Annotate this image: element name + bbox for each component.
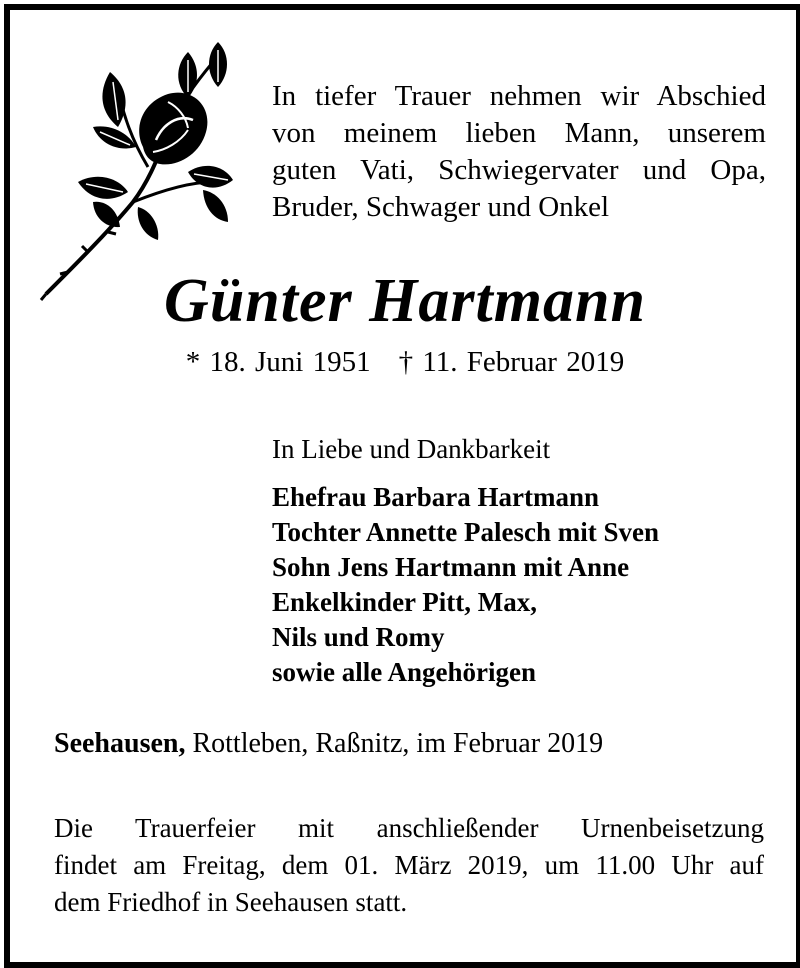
intro-line: Bruder, Schwager und Onkel [272, 191, 610, 223]
place-date-line [54, 728, 603, 760]
service-line: Die Trauerfeier mit anschließender Urnenbeisetzung [54, 813, 764, 843]
life-dates [10, 346, 800, 379]
place-town: Seehausen, [54, 728, 186, 759]
intro-line: guten Vati, Schwiegervater und Opa, [272, 154, 766, 186]
mourner-line: Sohn Jens Hartmann mit Anne [272, 552, 630, 582]
intro-line: In tiefer Trauer nehmen wir Abschied [272, 80, 766, 112]
service-text [54, 810, 764, 921]
intro-line: von meinem lieben Mann, unserem [272, 117, 766, 149]
service-line: findet am Freitag, dem 01. März 2019, um 11.00 Uhr auf [54, 850, 764, 880]
death-date: † 11. Februar 2019 [398, 346, 625, 378]
mourner-line: Enkelkinder Pitt, Max, [272, 587, 538, 617]
intro-text [272, 78, 766, 226]
mourner-line: Nils und Romy [272, 622, 445, 652]
mourner-line: Ehefrau Barbara Hartmann [272, 482, 599, 512]
mourners-list [272, 480, 659, 690]
mourner-line: Tochter Annette Palesch mit Sven [272, 517, 659, 547]
service-line: dem Friedhof in Seehausen statt. [54, 887, 408, 917]
rose-icon [38, 32, 248, 302]
deceased-name: Günter Hartmann [164, 267, 646, 335]
place-rest: Rottleben, Raßnitz, im Februar 2019 [192, 728, 604, 759]
obituary-frame [4, 4, 800, 968]
mourners-intro: In Liebe und Dankbarkeit [272, 434, 551, 464]
birth-date: * 18. Juni 1951 [185, 346, 371, 378]
mourner-line: sowie alle Angehörigen [272, 657, 536, 687]
